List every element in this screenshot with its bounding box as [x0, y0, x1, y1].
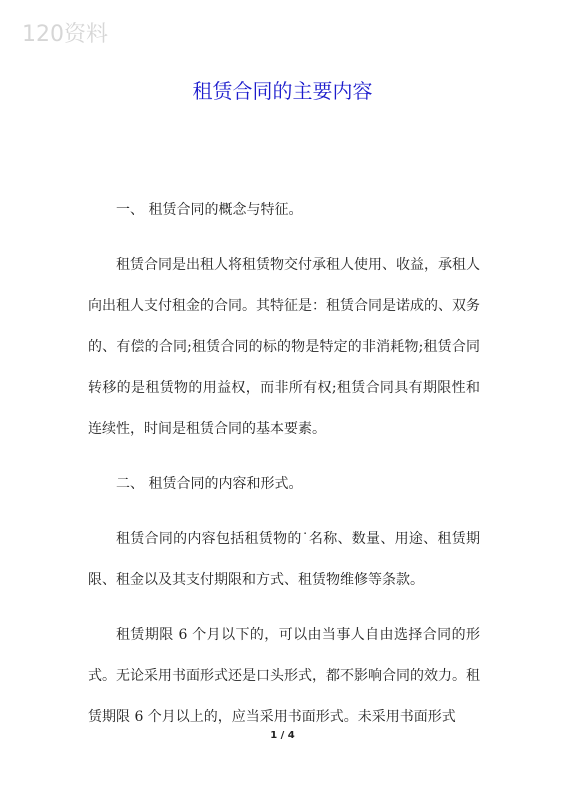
section-heading-2: 二、 租赁合同的内容和形式。 — [116, 476, 303, 492]
document-body — [88, 190, 480, 738]
paragraph-3: 租赁期限 6 个月以下的，可以由当事人自由选择合同的形式。无论采用书面形式还是口头形式，都不影响合同的效力。租赁期限 6 个月以上的，应当采用书面形式。未采用书面形式 — [88, 627, 480, 725]
paragraph-1: 租赁合同是出租人将租赁物交付承租人使用、收益，承租人向出租人支付租金的合同。其特征是：租赁合同是诺成的、双务的、有偿的合同;租赁合同的标的物是特定的非消耗物;租赁合同转移的是租赁物的用益权，而非所有权;租赁合同具有期限性和连续性，时间是租赁合同的基本要素。 — [88, 257, 480, 437]
section-heading-1: 一、 租赁合同的概念与特征。 — [116, 202, 303, 218]
paragraph-2: 租赁合同的内容包括租赁物的˙名称、数量、用途、租赁期限、租金以及其支付期限和方式、租赁物维修等条款。 — [88, 531, 480, 588]
page-number: 1 / 4 — [270, 730, 295, 741]
watermark-logo: 120资料 — [22, 22, 108, 47]
document-title: 租赁合同的主要内容 — [192, 79, 373, 103]
